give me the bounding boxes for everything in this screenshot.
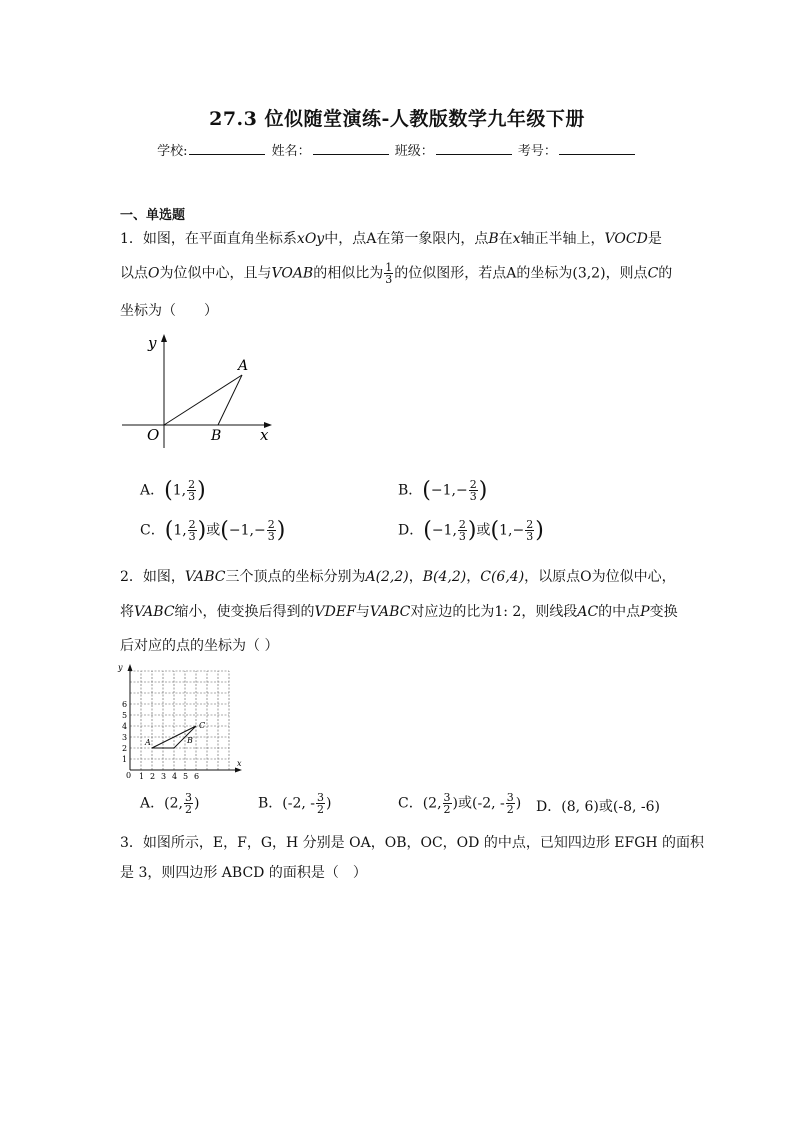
fig1-origin: O [147, 426, 160, 444]
q1-option-a[interactable]: A．(1, $\frac{2}{3}$ ) [140, 478, 206, 503]
q1-fraction: $\frac{1}{3}$ [385, 261, 393, 286]
q3-line-2: 是 3，则四边形 ABCD 的面积是（ ） [120, 865, 367, 881]
q1-option-c[interactable]: C．(1, $\frac{2}{3}$ )或(−1,− $\frac{2}{3}$ ) [140, 518, 286, 543]
q2-text: 将 [120, 604, 134, 620]
q1-text: 是 [647, 231, 662, 247]
q2-point-a: A [145, 738, 151, 747]
q1-text: 的相似比为 [313, 265, 384, 282]
q2-ratio: 1: 2 [494, 604, 522, 620]
q2-text: 的中点 [598, 604, 641, 620]
q2-var: VABC [134, 604, 175, 620]
q1-option-b[interactable]: B．(−1,− $\frac{2}{3}$ ) [398, 478, 488, 503]
q2-var: VDEF [314, 604, 356, 620]
q2-figure [116, 662, 246, 780]
y-tick-label: 4 [122, 722, 128, 731]
q3-line-1: 3．如图所示，E，F，G，H 分别是 OA，OB，OC，OD 的中点，已知四边形 EFGH 的面积 [120, 835, 705, 851]
q1-text: ，则点 [605, 265, 648, 282]
name-label: 姓名： [271, 144, 311, 159]
fig1-x-label: x [260, 426, 269, 444]
q2-y-label: y [118, 663, 123, 672]
q2-text: ，则线段 [521, 604, 578, 620]
fig1-y-label: y [148, 334, 157, 352]
x-tick-label: 1 [139, 772, 145, 780]
x-tick-label: 6 [194, 772, 200, 780]
q2-grid [130, 671, 229, 770]
q1-text: 1．如图，在平面直角坐标系 [120, 231, 297, 247]
q1-coord: (3,2) [572, 265, 606, 282]
q1-text: 中，点A在第一象限内，点 [324, 231, 489, 247]
q1-var: B [488, 231, 499, 247]
school-label: 学校: [157, 144, 188, 159]
q2-var: B(4,2) [422, 569, 467, 585]
q2-x-label: x [237, 759, 242, 768]
q2-option-a[interactable]: A．(2, $\frac{3}{2}$ ) [140, 791, 200, 816]
q1-var: VOCD [604, 231, 648, 247]
q1-var: xOy [296, 231, 325, 247]
q1-var: O [148, 265, 160, 282]
q1-text: 在 [498, 231, 513, 247]
q2-point-c: C [199, 721, 206, 730]
q1-text: 轴正半轴上， [520, 231, 605, 247]
y-tick-label: 2 [122, 744, 128, 753]
y-tick-label: 5 [122, 711, 128, 720]
y-tick-label: 1 [122, 755, 128, 764]
fig1-point-a: A [238, 358, 249, 374]
q1-line-3: 坐标为（ ） [120, 303, 218, 319]
q2-var: A(2,2) [365, 569, 409, 585]
q2-var: C(6,4) [480, 569, 525, 585]
q2-text: 三个顶点的坐标分别为 [225, 569, 366, 585]
q2-line-1: 2．如图，VABC三个顶点的坐标分别为A(2,2)，B(4,2)，C(6,4)，以原点O为位似中心， [120, 569, 676, 585]
q1-option-d[interactable]: D．(−1, $\frac{2}{3}$ )或(1,− $\frac{2}{3}$ ) [398, 518, 544, 543]
name-blank [313, 142, 389, 155]
q1-text: 为位似中心，且与 [159, 265, 272, 282]
x-tick-label: 5 [183, 772, 189, 780]
q1-figure [118, 330, 278, 450]
class-label: 班级： [394, 144, 434, 159]
q1-var: x [512, 231, 521, 247]
q1-text: 的 [658, 265, 673, 282]
q2-line-2 [120, 601, 678, 621]
q2-text: 与 [355, 604, 370, 620]
q1-var: C [647, 265, 659, 282]
student-info-line [0, 140, 794, 159]
document-title: 27.3 位似随堂演练-人教版数学九年级下册 [209, 108, 585, 130]
q2-text: 缩小，使变换后得到的 [174, 604, 315, 620]
q1-line-1 [120, 228, 662, 248]
section-heading: 一、单选题 [120, 208, 186, 223]
y-tick-label: 3 [122, 733, 128, 742]
q2-text: 变换 [649, 604, 678, 620]
q1-text: 的位似图形，若点A的坐标为 [394, 265, 573, 282]
q2-text: ，以原点O为位似中心， [524, 569, 676, 585]
x-tick-label: 2 [150, 772, 156, 780]
q2-origin: 0 [126, 771, 132, 780]
q2-option-c[interactable]: C．(2, $\frac{3}{2}$ )或(-2, - $\frac{3}{2}$ ) [398, 791, 522, 816]
q2-var: VABC [369, 604, 411, 620]
q2-var: AC [577, 604, 599, 620]
q2-option-d[interactable]: D．(8, 6)或(-8, -6) [536, 799, 660, 815]
class-blank [436, 142, 512, 155]
exam-no-blank [559, 142, 635, 155]
q2-option-b[interactable]: B．(-2, - $\frac{3}{2}$ ) [258, 791, 332, 816]
exam-no-label: 考号： [517, 144, 557, 159]
q1-line-2 [120, 262, 672, 285]
q2-text: 对应边的比为 [410, 604, 495, 620]
q1-var: VOAB [271, 265, 314, 282]
q2-point-b: B [187, 736, 193, 745]
q1-text: 以点 [120, 265, 148, 282]
x-tick-label: 3 [161, 772, 167, 780]
q2-text: 2．如图， [120, 569, 185, 585]
school-blank [189, 142, 265, 155]
q2-line-3: 后对应的点的坐标为（ ） [120, 638, 279, 654]
x-tick-label: 4 [172, 772, 178, 780]
q2-var: P [640, 604, 650, 620]
q2-var: VABC [184, 569, 226, 585]
y-tick-label: 6 [122, 700, 128, 709]
fig1-point-b: B [211, 428, 222, 444]
